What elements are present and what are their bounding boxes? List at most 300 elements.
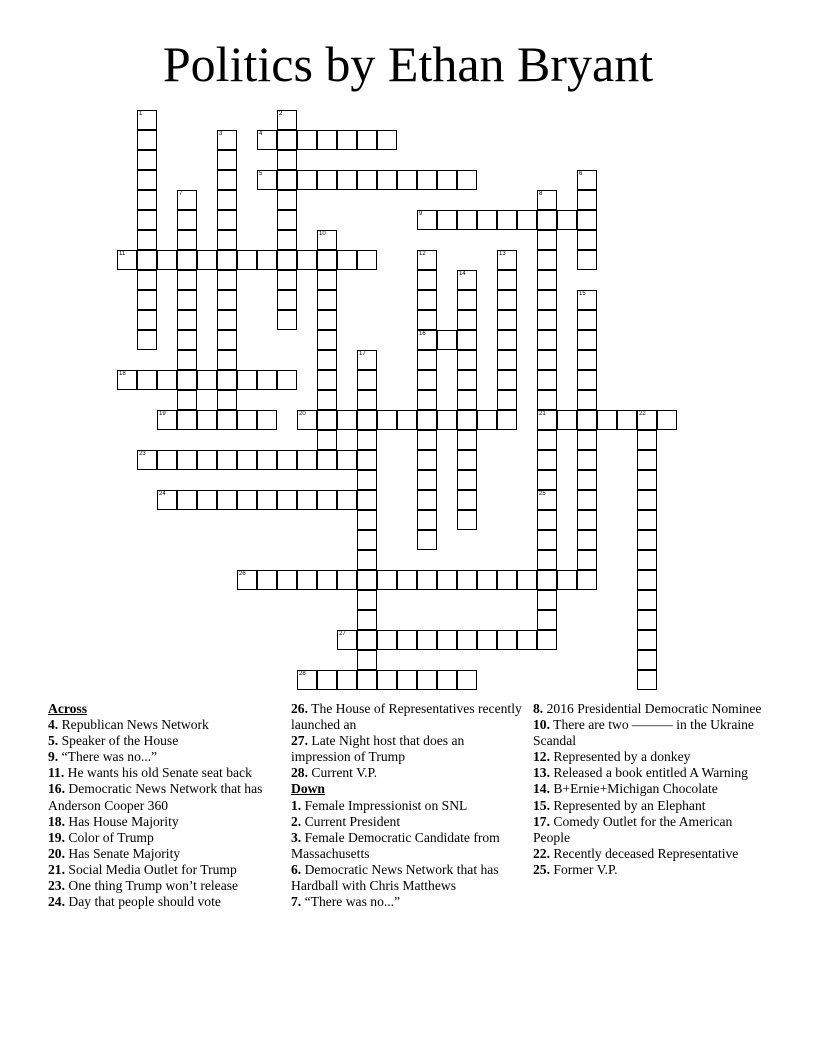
grid-cell[interactable]: [537, 270, 557, 290]
grid-cell[interactable]: [277, 370, 297, 390]
grid-cell[interactable]: [277, 210, 297, 230]
grid-cell[interactable]: [577, 190, 597, 210]
grid-cell[interactable]: [457, 490, 477, 510]
grid-cell[interactable]: [537, 470, 557, 490]
grid-cell[interactable]: [257, 450, 277, 470]
grid-cell[interactable]: [277, 250, 297, 270]
grid-cell[interactable]: [437, 670, 457, 690]
grid-cell[interactable]: [497, 390, 517, 410]
grid-cell[interactable]: [197, 250, 217, 270]
grid-cell[interactable]: [317, 170, 337, 190]
grid-cell[interactable]: [237, 450, 257, 470]
grid-cell[interactable]: [357, 410, 377, 430]
grid-cell[interactable]: [117, 250, 137, 270]
grid-cell[interactable]: [497, 290, 517, 310]
grid-cell[interactable]: [317, 450, 337, 470]
grid-cell[interactable]: [337, 130, 357, 150]
grid-cell[interactable]: [317, 270, 337, 290]
grid-cell[interactable]: [177, 290, 197, 310]
grid-cell[interactable]: [117, 370, 137, 390]
grid-cell[interactable]: [357, 570, 377, 590]
grid-cell[interactable]: [357, 250, 377, 270]
grid-cell[interactable]: [577, 350, 597, 370]
grid-cell[interactable]: [637, 450, 657, 470]
grid-cell[interactable]: [637, 530, 657, 550]
grid-cell[interactable]: [277, 230, 297, 250]
grid-cell[interactable]: [417, 510, 437, 530]
grid-cell[interactable]: [537, 430, 557, 450]
grid-cell[interactable]: [217, 410, 237, 430]
grid-cell[interactable]: [357, 350, 377, 370]
clue-column-1: [48, 701, 284, 910]
grid-cell[interactable]: [537, 570, 557, 590]
grid-cell[interactable]: [217, 390, 237, 410]
grid-cell[interactable]: [377, 670, 397, 690]
grid-cell[interactable]: [357, 550, 377, 570]
grid-cell[interactable]: [417, 490, 437, 510]
grid-cell[interactable]: [497, 210, 517, 230]
grid-cell[interactable]: [237, 370, 257, 390]
down-clue: 25. Former V.P.: [533, 861, 618, 877]
cell-number: 3: [219, 131, 223, 137]
grid-cell[interactable]: [217, 310, 237, 330]
grid-cell[interactable]: [637, 430, 657, 450]
grid-cell[interactable]: [357, 610, 377, 630]
grid-cell[interactable]: [237, 410, 257, 430]
grid-cell[interactable]: [317, 410, 337, 430]
grid-cell[interactable]: [317, 350, 337, 370]
grid-cell[interactable]: [497, 350, 517, 370]
grid-cell[interactable]: [437, 570, 457, 590]
grid-cell[interactable]: [337, 450, 357, 470]
across-clue-list-continued: [291, 701, 527, 781]
grid-cell[interactable]: [297, 670, 317, 690]
grid-cell[interactable]: [497, 270, 517, 290]
grid-cell[interactable]: [657, 410, 677, 430]
grid-cell[interactable]: [617, 410, 637, 430]
grid-cell[interactable]: [397, 410, 417, 430]
grid-cell[interactable]: [537, 190, 557, 210]
grid-cell[interactable]: [417, 570, 437, 590]
grid-cell[interactable]: [537, 250, 557, 270]
grid-cell[interactable]: [377, 630, 397, 650]
grid-cell[interactable]: [417, 170, 437, 190]
grid-cell[interactable]: [197, 490, 217, 510]
grid-cell[interactable]: [137, 190, 157, 210]
grid-cell[interactable]: [457, 290, 477, 310]
grid-cell[interactable]: [297, 570, 317, 590]
grid-cell[interactable]: [417, 370, 437, 390]
clue-number: 21.: [48, 861, 65, 877]
grid-cell[interactable]: [537, 450, 557, 470]
grid-cell[interactable]: [177, 410, 197, 430]
across-clue: 20. Has Senate Majority: [48, 845, 181, 861]
grid-cell[interactable]: [397, 630, 417, 650]
grid-cell[interactable]: [237, 250, 257, 270]
grid-cell[interactable]: [177, 330, 197, 350]
grid-cell[interactable]: [417, 390, 437, 410]
clue-number: 4.: [48, 717, 59, 733]
grid-cell[interactable]: [417, 290, 437, 310]
grid-cell[interactable]: [217, 130, 237, 150]
grid-cell[interactable]: [517, 570, 537, 590]
grid-cell[interactable]: [317, 330, 337, 350]
grid-cell[interactable]: [397, 670, 417, 690]
grid-cell[interactable]: [577, 430, 597, 450]
grid-cell[interactable]: [317, 430, 337, 450]
grid-cell[interactable]: [377, 410, 397, 430]
grid-cell[interactable]: [217, 330, 237, 350]
grid-cell[interactable]: [257, 410, 277, 430]
grid-cell[interactable]: [437, 410, 457, 430]
grid-cell[interactable]: [417, 250, 437, 270]
grid-cell[interactable]: [497, 410, 517, 430]
grid-cell[interactable]: [177, 310, 197, 330]
grid-cell[interactable]: [137, 450, 157, 470]
grid-cell[interactable]: [277, 270, 297, 290]
grid-cell[interactable]: [357, 170, 377, 190]
grid-cell[interactable]: [257, 170, 277, 190]
grid-cell[interactable]: [417, 450, 437, 470]
grid-cell[interactable]: [317, 230, 337, 250]
grid-cell[interactable]: [357, 430, 377, 450]
cell-number: 23: [139, 451, 146, 457]
grid-cell[interactable]: [457, 470, 477, 490]
grid-cell[interactable]: [637, 650, 657, 670]
grid-cell[interactable]: [457, 370, 477, 390]
grid-cell[interactable]: [337, 410, 357, 430]
clue-number: 12.: [533, 749, 550, 765]
grid-cell[interactable]: [217, 250, 237, 270]
grid-cell[interactable]: [377, 130, 397, 150]
grid-cell[interactable]: [417, 330, 437, 350]
clue-number: 18.: [48, 813, 65, 829]
grid-cell[interactable]: [497, 570, 517, 590]
grid-cell[interactable]: [217, 350, 237, 370]
grid-cell[interactable]: [457, 210, 477, 230]
grid-cell[interactable]: [457, 630, 477, 650]
grid-cell[interactable]: [537, 530, 557, 550]
grid-cell[interactable]: [337, 670, 357, 690]
grid-cell[interactable]: [277, 490, 297, 510]
grid-cell[interactable]: [217, 270, 237, 290]
grid-cell[interactable]: [337, 250, 357, 270]
grid-cell[interactable]: [277, 190, 297, 210]
cell-number: 26: [239, 571, 246, 577]
grid-cell[interactable]: [337, 570, 357, 590]
grid-cell[interactable]: [177, 270, 197, 290]
grid-cell[interactable]: [137, 130, 157, 150]
grid-cell[interactable]: [297, 130, 317, 150]
grid-cell[interactable]: [577, 550, 597, 570]
grid-cell[interactable]: [637, 550, 657, 570]
grid-cell[interactable]: [357, 650, 377, 670]
grid-cell[interactable]: [217, 210, 237, 230]
grid-cell[interactable]: [497, 310, 517, 330]
grid-cell[interactable]: [317, 250, 337, 270]
grid-cell[interactable]: [417, 270, 437, 290]
grid-cell[interactable]: [137, 270, 157, 290]
grid-cell[interactable]: [357, 670, 377, 690]
grid-cell[interactable]: [577, 510, 597, 530]
grid-cell[interactable]: [637, 490, 657, 510]
grid-cell[interactable]: [317, 390, 337, 410]
grid-cell[interactable]: [177, 230, 197, 250]
grid-cell[interactable]: [317, 130, 337, 150]
grid-cell[interactable]: [637, 630, 657, 650]
grid-cell[interactable]: [537, 370, 557, 390]
grid-cell[interactable]: [537, 210, 557, 230]
grid-cell[interactable]: [277, 310, 297, 330]
grid-cell[interactable]: [337, 490, 357, 510]
grid-cell[interactable]: [377, 170, 397, 190]
grid-cell[interactable]: [577, 370, 597, 390]
grid-cell[interactable]: [317, 370, 337, 390]
grid-cell[interactable]: [277, 170, 297, 190]
grid-cell[interactable]: [217, 170, 237, 190]
grid-cell[interactable]: [417, 470, 437, 490]
grid-cell[interactable]: [177, 390, 197, 410]
grid-cell[interactable]: [337, 170, 357, 190]
grid-cell[interactable]: [577, 290, 597, 310]
grid-cell[interactable]: [457, 450, 477, 470]
grid-cell[interactable]: [137, 170, 157, 190]
grid-cell[interactable]: [457, 330, 477, 350]
grid-cell[interactable]: [637, 590, 657, 610]
grid-cell[interactable]: [137, 150, 157, 170]
grid-cell[interactable]: [157, 410, 177, 430]
grid-cell[interactable]: [477, 570, 497, 590]
grid-cell[interactable]: [577, 570, 597, 590]
grid-cell[interactable]: [317, 290, 337, 310]
grid-cell[interactable]: [577, 170, 597, 190]
grid-cell[interactable]: [417, 410, 437, 430]
grid-cell[interactable]: [137, 330, 157, 350]
clue-number: 2.: [291, 813, 302, 829]
grid-cell[interactable]: [637, 670, 657, 690]
grid-cell[interactable]: [137, 230, 157, 250]
grid-cell[interactable]: [357, 130, 377, 150]
grid-cell[interactable]: [277, 150, 297, 170]
grid-cell[interactable]: [157, 450, 177, 470]
grid-cell[interactable]: [537, 490, 557, 510]
clue-number: 22.: [533, 845, 550, 861]
grid-cell[interactable]: [417, 530, 437, 550]
grid-cell[interactable]: [457, 270, 477, 290]
grid-cell[interactable]: [577, 210, 597, 230]
grid-cell[interactable]: [137, 250, 157, 270]
grid-cell[interactable]: [537, 410, 557, 430]
across-clue: 18. Has House Majority: [48, 813, 179, 829]
grid-cell[interactable]: [537, 550, 557, 570]
grid-cell[interactable]: [577, 450, 597, 470]
grid-cell[interactable]: [397, 170, 417, 190]
grid-cell[interactable]: [437, 210, 457, 230]
grid-cell[interactable]: [577, 310, 597, 330]
grid-cell[interactable]: [477, 410, 497, 430]
grid-cell[interactable]: [457, 510, 477, 530]
grid-cell[interactable]: [437, 330, 457, 350]
grid-cell[interactable]: [537, 630, 557, 650]
grid-cell[interactable]: [457, 410, 477, 430]
grid-cell[interactable]: [297, 410, 317, 430]
grid-cell[interactable]: [257, 130, 277, 150]
grid-cell[interactable]: [177, 350, 197, 370]
grid-cell[interactable]: [597, 410, 617, 430]
grid-cell[interactable]: [177, 490, 197, 510]
grid-cell[interactable]: [377, 570, 397, 590]
clue-number: 25.: [533, 861, 550, 877]
grid-cell[interactable]: [537, 510, 557, 530]
grid-cell[interactable]: [357, 470, 377, 490]
grid-cell[interactable]: [337, 630, 357, 650]
down-clue: 2. Current President: [291, 813, 401, 829]
grid-cell[interactable]: [137, 210, 157, 230]
grid-cell[interactable]: [317, 570, 337, 590]
grid-cell[interactable]: [217, 450, 237, 470]
grid-cell[interactable]: [217, 370, 237, 390]
grid-cell[interactable]: [577, 490, 597, 510]
grid-cell[interactable]: [637, 610, 657, 630]
grid-cell[interactable]: [397, 570, 417, 590]
grid-cell[interactable]: [357, 530, 377, 550]
grid-cell[interactable]: [177, 250, 197, 270]
grid-cell[interactable]: [277, 130, 297, 150]
grid-cell[interactable]: [457, 310, 477, 330]
grid-cell[interactable]: [137, 110, 157, 130]
grid-cell[interactable]: [277, 290, 297, 310]
grid-cell[interactable]: [357, 370, 377, 390]
grid-cell[interactable]: [217, 150, 237, 170]
grid-cell[interactable]: [557, 410, 577, 430]
grid-cell[interactable]: [277, 110, 297, 130]
clue-number: 13.: [533, 765, 550, 781]
grid-cell[interactable]: [537, 290, 557, 310]
grid-cell[interactable]: [577, 250, 597, 270]
grid-cell[interactable]: [457, 390, 477, 410]
grid-cell[interactable]: [277, 570, 297, 590]
grid-cell[interactable]: [537, 350, 557, 370]
grid-cell[interactable]: [217, 290, 237, 310]
grid-cell[interactable]: [577, 410, 597, 430]
grid-cell[interactable]: [257, 490, 277, 510]
grid-cell[interactable]: [537, 390, 557, 410]
grid-cell[interactable]: [157, 250, 177, 270]
grid-cell[interactable]: [197, 370, 217, 390]
grid-cell[interactable]: [317, 670, 337, 690]
grid-cell[interactable]: [537, 310, 557, 330]
grid-cell[interactable]: [477, 210, 497, 230]
grid-cell[interactable]: [577, 530, 597, 550]
grid-cell[interactable]: [517, 210, 537, 230]
grid-cell[interactable]: [497, 250, 517, 270]
grid-cell[interactable]: [457, 170, 477, 190]
grid-cell[interactable]: [297, 490, 317, 510]
grid-cell[interactable]: [137, 370, 157, 390]
grid-cell[interactable]: [297, 250, 317, 270]
grid-cell[interactable]: [357, 490, 377, 510]
grid-cell[interactable]: [317, 310, 337, 330]
cell-number: 15: [579, 291, 586, 297]
grid-cell[interactable]: [137, 290, 157, 310]
grid-cell[interactable]: [557, 210, 577, 230]
grid-cell[interactable]: [297, 450, 317, 470]
grid-cell[interactable]: [477, 630, 497, 650]
clue-number: 8.: [533, 701, 544, 716]
grid-cell[interactable]: [417, 630, 437, 650]
grid-cell[interactable]: [637, 570, 657, 590]
grid-cell[interactable]: [157, 370, 177, 390]
grid-cell[interactable]: [277, 450, 297, 470]
grid-cell[interactable]: [217, 230, 237, 250]
grid-cell[interactable]: [357, 450, 377, 470]
grid-cell[interactable]: [357, 390, 377, 410]
grid-cell[interactable]: [237, 570, 257, 590]
grid-cell[interactable]: [217, 190, 237, 210]
grid-cell[interactable]: [557, 570, 577, 590]
grid-cell[interactable]: [217, 490, 237, 510]
down-clue: 22. Recently deceased Representative: [533, 845, 739, 861]
grid-cell[interactable]: [637, 470, 657, 490]
grid-cell[interactable]: [177, 190, 197, 210]
grid-cell[interactable]: [137, 310, 157, 330]
grid-cell[interactable]: [577, 230, 597, 250]
grid-cell[interactable]: [197, 410, 217, 430]
grid-cell[interactable]: [497, 630, 517, 650]
grid-cell[interactable]: [517, 630, 537, 650]
clue-number: 5.: [48, 733, 59, 749]
grid-cell[interactable]: [357, 630, 377, 650]
grid-cell[interactable]: [497, 370, 517, 390]
grid-cell[interactable]: [497, 330, 517, 350]
grid-cell[interactable]: [257, 250, 277, 270]
grid-cell[interactable]: [537, 610, 557, 630]
across-clue: 5. Speaker of the House: [48, 733, 179, 749]
grid-cell[interactable]: [457, 350, 477, 370]
grid-cell[interactable]: [177, 450, 197, 470]
grid-cell[interactable]: [177, 210, 197, 230]
grid-cell[interactable]: [357, 590, 377, 610]
grid-cell[interactable]: [357, 510, 377, 530]
grid-cell[interactable]: [417, 670, 437, 690]
grid-cell[interactable]: [317, 490, 337, 510]
grid-cell[interactable]: [237, 490, 257, 510]
grid-cell[interactable]: [177, 370, 197, 390]
grid-cell[interactable]: [437, 630, 457, 650]
grid-cell[interactable]: [457, 570, 477, 590]
grid-cell[interactable]: [157, 490, 177, 510]
grid-cell[interactable]: [577, 330, 597, 350]
grid-cell[interactable]: [537, 330, 557, 350]
grid-cell[interactable]: [417, 350, 437, 370]
grid-cell[interactable]: [537, 590, 557, 610]
grid-cell[interactable]: [637, 410, 657, 430]
grid-cell[interactable]: [417, 430, 437, 450]
grid-cell[interactable]: [417, 210, 437, 230]
grid-cell[interactable]: [197, 450, 217, 470]
grid-cell[interactable]: [577, 390, 597, 410]
grid-cell[interactable]: [257, 370, 277, 390]
grid-cell[interactable]: [297, 170, 317, 190]
grid-cell[interactable]: [577, 470, 597, 490]
grid-cell[interactable]: [637, 510, 657, 530]
grid-cell[interactable]: [257, 570, 277, 590]
grid-cell[interactable]: [457, 670, 477, 690]
grid-cell[interactable]: [417, 310, 437, 330]
grid-cell[interactable]: [457, 430, 477, 450]
grid-cell[interactable]: [537, 230, 557, 250]
grid-cell[interactable]: [437, 170, 457, 190]
